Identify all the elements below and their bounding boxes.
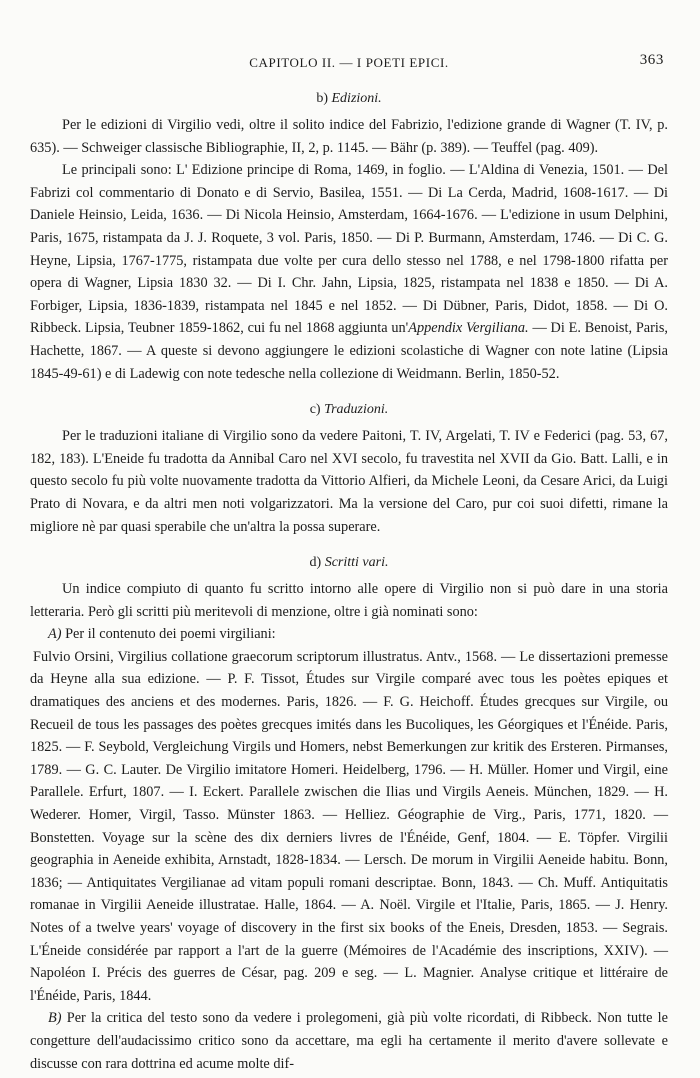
edizioni-text-b: — Di E. Benoist, Paris, Hachette, 1867. — A queste si devono aggiungere le edizioni scolastiche di Wagner con note latine (Lipsia 1845-49-61) e di Ladewig con note tedesche nella collezione di Weidmann. Berlin, 1850-52. xyxy=(30,320,668,382)
section-title-edizioni xyxy=(30,91,668,107)
running-title: CAPITOLO II. — I POETI EPICI. xyxy=(249,55,449,70)
running-head xyxy=(30,52,668,76)
appendix-title: Appendix Vergiliana. xyxy=(408,320,529,337)
subsection-a-mark: A) xyxy=(48,626,62,643)
edizioni-paragraph-1: Per le edizioni di Virgilio vedi, oltre il solito indice del Fabrizio, l'edizione grande di Wagner (T. IV, p. 635). — Schweiger classische Bibliographie, II, 2, p. 1145. — Bähr (p. 389). — Teuffel (pag. 409). xyxy=(30,117,668,156)
section-letter: d) xyxy=(309,555,322,571)
edizioni-paragraph-2 xyxy=(30,159,668,385)
traduzioni-paragraph: Per le traduzioni italiane di Virgilio sono da vedere Paitoni, T. IV, Argelati, T. IV e Federici (pag. 53, 67, 182, 183). L'Eneide fu tradotta da Annibal Caro nel XVI secolo, fu travestita nel XVII da Gio. Batt. Lalli, e in questo secolo fu più volte nuovamente tradotta da Vittorio Alfieri, da Michele Leoni, da Cesare Arici, da Luigi Prato di Novara, e da altri men noti volgarizzatori. Ma la versione del Caro, pur coi suoi difetti, rimane la migliore nè par quasi sperabile che un'altra la possa superare. xyxy=(30,428,668,535)
section-title-traduzioni xyxy=(30,402,668,418)
section-letter: c) xyxy=(309,402,321,418)
scritti-bibliography: Fulvio Orsini, Virgilius collatione graecorum scriptorum illustratus. Antv., 1568. — Le dissertazioni premesse da Heyne alla sua edizione. — P. F. Tissot, Études sur Virgile comparé avec tous les poètes epiques et dramatiques des anciens et des modernes. Paris, 1826. — F. G. Heichoff. Études grecques sur Virgile, ou Recueil de tous les passages des poètes grecques imités dans les Bucoliques, les Géorgiques et l'Énéide. Paris, 1825. — F. Seybold, Vergleichung Virgils und Homers, nebst Bemerkungen zur kritik des Ersteren. Pirmanses, 1789. — G. C. Lauter. De Virgilio imitatore Homeri. Heidelberg, 1796. — H. Müller. Homer und Virgil, eine Parallele. Erfurt, 1807. — I. Eckert. Parallele zwischen die Ilias und Virgils Aeneis. München, 1829. — H. Wederer. Homer, Virgil, Tasso. Münster 1863. — Helliez. Géographie de Virg., Paris, 1771, 1820. — Bonstetten. Voyage sur la scène des dix derniers livres de l'Énéide, Genf, 1804. — E. Töpfer. Virgilii geographia in Aeneide exhibita, Arnstadt, 1828-1834. — Lersch. De morum in Virgilii Aeneide habitu. Bonn, 1836; — Antiquitates Vergilianae ad vitam populi romani descriptae. Bonn, 1843. — Ch. Muff. Antiquitatis romanae in Virgilii Aeneide illustratae. Halle, 1864. — A. Noël. Virgile et l'Italie, Paris, 1865. — J. Henry. Notes of a twelve years' voyage of discovery in the first six books of the Eneis, Dresden, 1853. — Segrais. L'Éneide considérée par rapport a l'art de la guerre (Mémoires de l'Académie des inscriptions, XXIV). — Napoléon I. Précis des guerres de César, pag. 209 e seg. — L. Magnier. Analyse critique et littéraire de l'Énéide, Paris, 1844. xyxy=(30,648,668,1004)
section-title-scritti xyxy=(30,555,668,571)
subsection-b-text: Per la critica del testo sono da vedere i prolegomeni, già più volte ricordati, di Ribbeck. Non tutte le congetture dell'audacissimo critico sono da accettare, ma egli ha certamente il merito d'avere sollevate e discusse con rara dottrina ed acume molte dif- xyxy=(30,1010,668,1072)
subsection-a-text: Per il contenuto dei poemi virgiliani: xyxy=(61,626,276,643)
scritti-paragraph-intro: Un indice compiuto di quanto fu scritto intorno alle opere di Virgilio non si può dare in una storia letteraria. Però gli scritti più meritevoli di menzione, oltre i già nominati sono: xyxy=(30,581,668,620)
section-name: Scritti vari. xyxy=(324,555,389,571)
subsection-a xyxy=(30,623,668,646)
page-number: 363 xyxy=(639,52,664,68)
subsection-b-mark: B) xyxy=(48,1010,62,1027)
section-name: Traduzioni. xyxy=(324,402,389,418)
edizioni-text-a: Le principali sono: L' Edizione principe di Roma, 1469, in foglio. — L'Aldina di Venezia, 1501. — Del Fabrizi col commentario di Donato e di Servio, Basilea, 1551. — Di La Cerda, Madrid, 1608-1617. — Di Daniele Heinsio, Leida, 1636. — Di Nicola Heinsio, Amsterdam, 1664-1676. — L'edizione in usum Delphini, Paris, 1675, ristampata da J. J. Roquete, 3 vol. Paris, 1850. — Di P. Burmann, Amsterdam, 1746. — Di C. G. Heyne, Lipsia, 1767-1775, ristampata due volte per cura dello stesso nel 1788, e nel 1798-1800 rifatta per opera di Wagner, Lipsia 1830 32. — Di I. Chr. Jahn, Lipsia, 1825, ristampata nel 1838 e 1850. — Di A. Forbiger, Lipsia, 1836-1839, ristampata nel 1845 e nel 1852. — Di Dübner, Paris, Didot, 1858. — Di O. Ribbeck. Lipsia, Teubner 1859-1862, cui fu nel 1868 aggiunta un' xyxy=(30,162,668,337)
subsection-b xyxy=(30,1007,668,1075)
section-letter: b) xyxy=(316,91,328,106)
section-name: Edizioni. xyxy=(331,91,382,106)
